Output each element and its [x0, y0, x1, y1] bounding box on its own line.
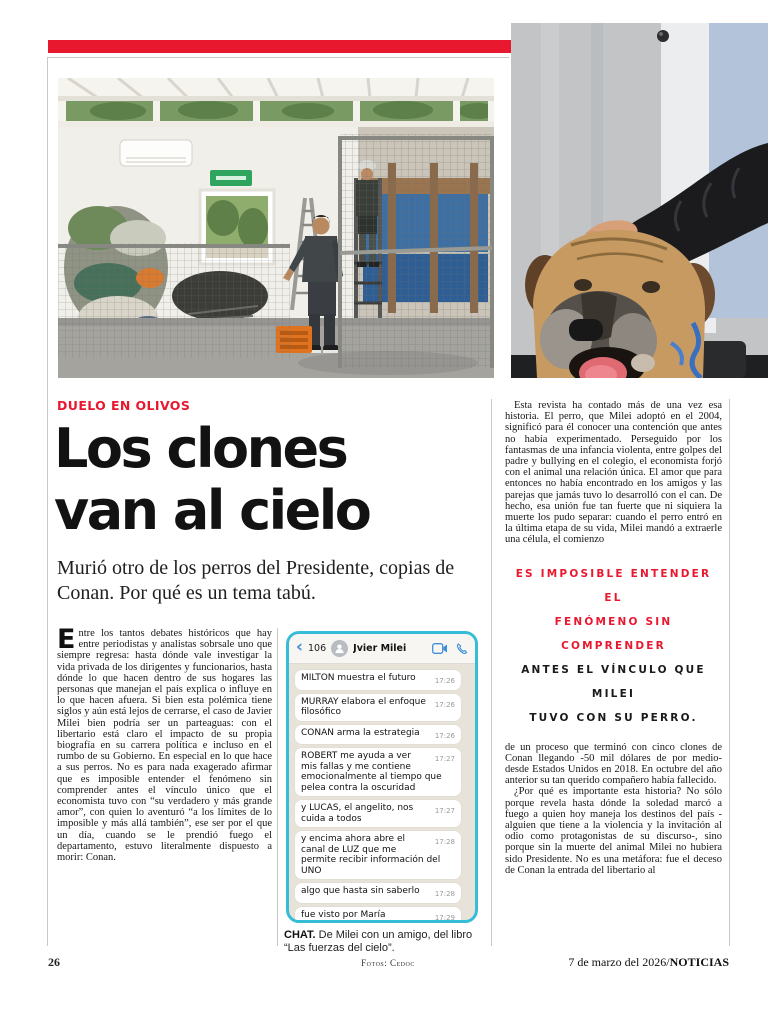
chat-message: 17:27 ROBERT me ayuda a ver mis fallas y me contiene emocionalmente al tiempo que pelea contra la oscuridad: [295, 748, 461, 796]
headline: [54, 418, 494, 542]
frame-line-right: [729, 399, 730, 946]
chat-message: 17:28 algo que hasta sin saberlo: [295, 883, 461, 903]
pull-quote-line: TUVO CON SU PERRO.: [529, 711, 698, 724]
top-red-bar: [48, 40, 520, 53]
photo-kennel-construction: [58, 78, 494, 378]
body-column-left: [57, 624, 272, 946]
chat-message: 17:27 y LUCAS, el angelito, nos cuida a todos: [295, 800, 461, 827]
deck: Murió otro de los perros del Presidente, copias de Conan. Por qué es un tema tabú.: [57, 557, 455, 604]
chat-message: 17:26 MURRAY elabora el enfoque filosófico: [295, 694, 461, 721]
frame-line-top: [47, 57, 509, 58]
photo-caption: [284, 929, 489, 955]
dateline-brand: NOTICIAS: [669, 955, 729, 969]
body-right-p1: Esta revista ha contado más de una vez esa historia. El perro, que Milei adoptó en el 2004, significó para él conocer una contención que antes no había experimentado. Perseguido por los fantasmas de una infancia violenta, entre golpes del padre y bullying en el colegio, el economista forjó con el animal una relación única. El amor que para entonces no había encontrado en los amigos y las parejas que jamás tuvo lo desarrolló con el can. De hecho, esa unión fue tan fuerte que ni siquiera la muerte los pudo separar: cuando el perro entró en la última etapa de su vida, Milei mandó a extraerle una célula, el comienzo: [505, 400, 722, 546]
drop-cap: E: [57, 624, 76, 655]
body-left-text: ntre los tantos debates históricos que hay entre periodistas y analistas sobrsale uno que siempre regresa: hasta dónde vale investigar la vida privada de los dirigentes y funcionarios, hasta dónde lo que hacen dentro de sus hogares las personas que manejan el país explica o influye en lo que hacen afuera. Si bien esta polémica tiene siglos y aún está lejos de cerrarse, el caso de Javier Milei bien podría ser un parteaguas: con el libertario está claro el impacto de su propia biografía en su carrera política e incluso en el rumbo de su Gobierno. En especial en lo que hace a sus perros. No es para nada exagerado afirmar que es imposible entender el fenómeno sin comprender antes el vínculo único que el economista tuvo con “su verdadero y más grande amor”, con quien lo aventuró “a los límites de lo imposible y más allá también”, ese ser por el que un día, cuando se le prendió fuego el departamento, estuvo literalmente dispuesto a morir: Conan.: [57, 628, 272, 864]
photo-dog: [511, 23, 768, 378]
body-right-p2: de un proceso que terminó con cinco clones de Conan llegando -50 mil dólares de por medio- desde Estados Unidos en 2018. En octubre del año anterior su tan querido compañero había fallecido.: [505, 741, 722, 787]
pull-quote: [507, 562, 720, 730]
headline-line2: van al cielo: [54, 479, 370, 542]
caption-text: De Milei con un amigo, del libro “Las fuerzas del cielo”.: [284, 929, 473, 954]
photo-credits: Fotos: Cedoc: [361, 958, 415, 968]
whatsapp-chat-screenshot: [286, 631, 478, 923]
chat-message: 17:28 y encima ahora abre el canal de LUZ que me permite recibir información del UNO: [295, 831, 461, 879]
frame-line-left: [47, 57, 48, 946]
caption-label: CHAT.: [284, 929, 316, 941]
pull-quote-line: ANTES EL VÍNCULO QUE MILEI: [521, 663, 706, 700]
section-kicker: DUELO EN OLIVOS: [57, 398, 191, 413]
body-column-right: [505, 400, 722, 946]
unread-count: 106: [308, 643, 327, 654]
column-rule-1: [277, 628, 278, 946]
pull-quote-line: FENÓMENO SIN COMPRENDER: [554, 615, 673, 652]
dateline: [568, 955, 729, 970]
back-chevron-icon: ‹: [296, 637, 304, 657]
chat-messages: [289, 664, 475, 923]
body-right-p3: ¿Por qué es importante esta historia? No sólo porque revela hasta dónde la soledad marcó a fuego a quien hoy maneja los destinos del país -alguien que tiene a la violencia y la invitación al odio como protagonistas de su discurso-, sino porque sin la muerte del animal Milei no hubiera sido Presidente. No es una metáfora: fue el deceso de Conan la entrada del libertario al: [505, 786, 722, 876]
avatar: [331, 640, 348, 657]
page-number: 26: [48, 955, 60, 969]
dateline-date: 7 de marzo del 2026/: [568, 955, 670, 969]
headline-line1: Los clones: [54, 417, 347, 480]
chat-message: 17:26 CONAN arma la estrategia: [295, 725, 461, 745]
phone-call-icon: [456, 643, 468, 655]
video-call-icon: [432, 643, 448, 654]
contact-name: Jvier Milei: [353, 643, 407, 654]
chat-message: 17:29 fue visto por María: [295, 907, 461, 924]
chat-message: 17:26 MILTON muestra el futuro: [295, 670, 461, 690]
chat-header: [289, 634, 475, 664]
pull-quote-line: ES IMPOSIBLE ENTENDER EL: [515, 567, 712, 604]
